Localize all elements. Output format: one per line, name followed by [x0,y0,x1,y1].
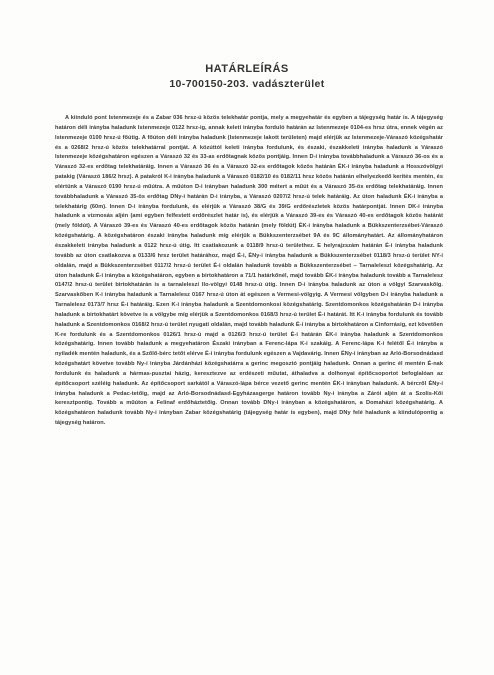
boundary-description-body [55,114,443,429]
document-subtitle: 10-700150-203. vadászterület [169,78,325,90]
title-block [0,62,494,91]
boundary-description-paragraph: A kiinduló pont Istenmezeje és a Zabar 036 hrsz-ú közös telekhatár pontja, mely a megyehatár és egyben a tájegység határ is. A tájegység határon déli irányba haladunk Istenmezeje 0122 hrsz-ig, annak keleti irányba forduló határán az Istenmezeje 0104-es hrsz útra, ennek végén az Istenmezeje 0100 hrsz-ú főútig. A főúton déli irányba haladunk (Istenmezeje lakott területen) majd elérjük az Istenmezeje-Váraszó közégshatár és a 0268/2 hrsz-ú közös telekhatárral pontját. A közúttól keleti irányba fordulunk, és északi, északkeleti irányba haladunk a Váraszó Istenmezeje közégshatáron egészen a Váraszó 32 és 33-as erdőtagnak közös pontjáig. Innen D-i irányba továbbhaladunk a Váraszó 36-os és a Váraszó 32-es erdőtag telekhatáráig. Innen a Váraszó 36 és a Váraszó 32-es erdőtagok közös határán ÉK-i irányba haladunk a Hosszóvölgyi patakig (Váraszó 186/2 hrsz). A patakról K-i irányba haladunk a Váraszó 0182/10 és 0182/11 hrsz közös határán elhelyezkedő kerítés mentén, és elértünk a Váraszó 0190 hrsz-ú műútra. A műúton D-i irányban haladunk 300 métert a műút és a Váraszó 35-ös erdőtag telekhatáráig. Innen továbbhaladunk a Váraszó 35-ös erdőtag DNy-i határán D-i irányba, a Váraszó 0207/2 hrsz-ú telek határáig. Az úton haladunk ÉK-i irányba a telekhatárig (60m). Innen D-i irányba fordulunk, és elérjük a Váraszó 38/G és 39/G erdőrészletek közös határpontját. Innen DK-i irányba haladunk a vízmosás aljén (ami egyben felfestett erdőrészlet határ is), és elérjük a Váraszó 39-es és Váraszó 40-es erdőtagok közös határát (mely földút). A Váraszó 39-es és Váraszó 40-es erdőtagok közös határán (mely földút) ÉK-i irányba haladunk a Bükkszenterzsébet-Váraszó közégshatárig. A közégshatáron északi irányba haladunk míg elérjük a Bükkszenterzsébet 9A és 9C állományhatárt. Az állományhatáron északkeleti irányba haladunk a 0122 hrsz-ú útig. Itt csatlakozunk a 0118/9 hrsz-ú területhez. E helyrajzszám határán É-i irányba haladunk tovább az úton csatlakozva a 0133/6 hrsz terület határához, majd É-i, ÉNy-i irányba haladunk a Bükkszenterzsébet 0118/3 hrsz-ú terület NY-i oldalán, majd a Bükkszenterzsébet 0117/2 hrsz-ú terület É-i oldalán haladunk tovább a Bükkszenterzsébet – Tarnaleleszi közégshatárig. Az úton haladunk É-i irányba a közégshatáron, egyben a birtokhatáron a 71/1 határkőnél, majd tovább ÉK-i irányba haladunk tovább a Tarnalelesz 0147/2 hrsz-ú terület birtokhatárán is a tarnaleleszi Ilo-völgyi 0148 hrsz-ú útig. Innen D-i irányba haladunk az úton a völgyi Szarvaskőig. Szarvaskőben K-i irányba haladunk a Tarnalelesz 0167 hrsz-ú úton át egészen a Vermesi-völgyig. A Vermesi völgyben D-i irányba haladunk a Tarnalelesz 0173/7 hrsz É-i határáig. Ezen K-i irányba haladunk a Szentdomonkosi közégshatárig. Szentdomonkos közégshatárán D-i irányba haladunk a birtokhatárt követve is a völgybe míg elérjük a Szentdomonkos 0168/3 hrsz-ú terület É-i határát. Itt K-i irányba fordulunk és tovább haladunk a Szentdomonkos 0168/2 hrsz-ú terület nyugati oldalán, majd tovább haladunk É-i irányba a birtokhatáron a Cinforrásig, ezt követően K-re fordulunk és a Szentdomonkos 0126/1 hrsz-ú majd a 0126/3 hrsz-ú terület É-i határán ÉK-i irányba haladunk a Szentdomonkos közégshatárig. Innen tovább haladunk a megyehatáron Északi irányban a Ferenc-lápa K-i szakáig. A Ferenc-lápa K-i felétől É-i irányba a nyiladék mentén haladunk, és a Szőlő-bérc tetőt elérve É-i irányba fordulunk egészen a Vajdavárig. Innen ÉNy-i irányban az Arló-Borsodnádasd közégshatárt követve tovább Ny-i irányba Járdánházi közégshatárra a gerinc megosztó pontjáig haladunk. Onnan a gerinc él mentén É-nak fordulunk és haladunk a hármas-pusztai házig, keresztezve az erdészeti műutat, áthaladva a dolhonyai építőcsoportot befoglalóan az építőcsoport széléig haladunk. Az építőcsoport sarkától a Váraszó-lápa bérce vezető gerinc mentén ÉK-i irányban haladunk. A bércről ÉNy-i irányba haladunk a Pedac-tetőig, majd az Arló-Borsodnádasd-Egyházasgerge határon tovább Ny-i irányba a Zárói aljén át a Szolis-Kői keresztpontig. Tovább a műúton a Felinaf erdőháztetőig. Onnan tovább DNy-i irányban a közégshatáron, a Domaházi közégshatárig. A közégshatáron haladunk tovább Ny-i irányban Zabar közégshatárig (tájegység határ is egyben), majd DNy felé haladunk a kiindulópontig a tájegység határon. [55,115,443,427]
document-title: HATÁRLEÍRÁS [205,63,289,75]
